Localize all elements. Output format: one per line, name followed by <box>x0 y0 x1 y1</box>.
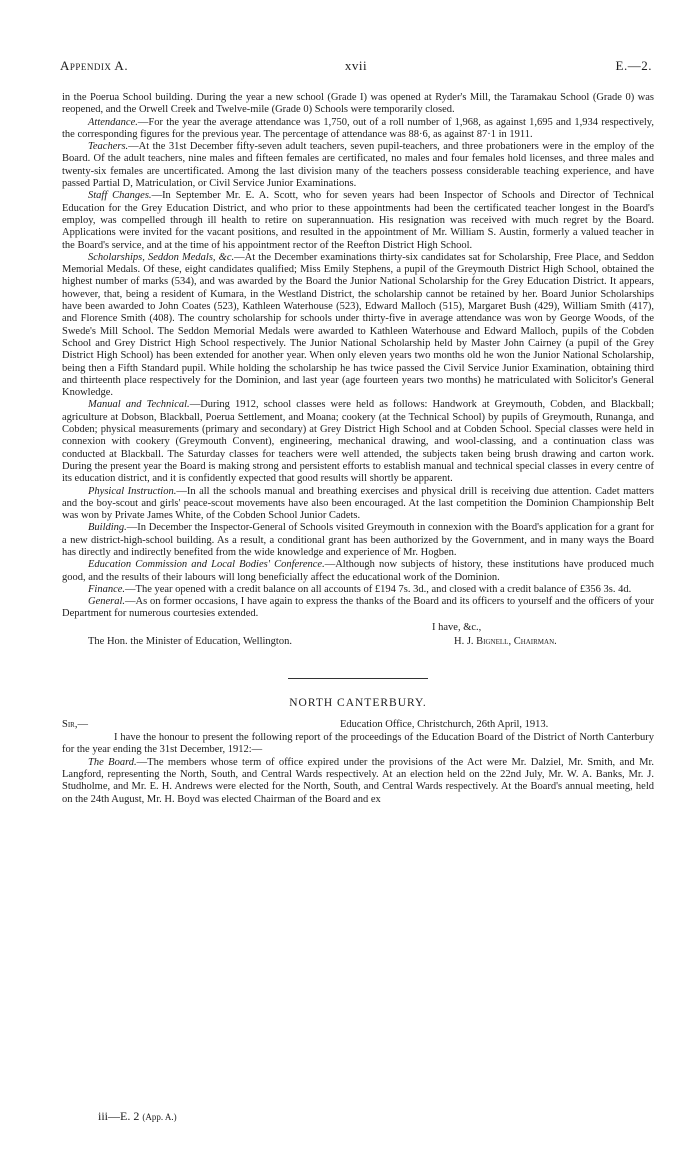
paragraph-finance: Finance.—The year opened with a credit balance on all accounts of £194 7s. 3d., and closed with a credit balance of £356 3s. 4d. <box>88 583 632 595</box>
running-head <box>60 60 652 76</box>
paragraph-heading: Scholarships, Seddon Medals, &c. <box>88 251 235 263</box>
paragraph-continuation: in the Poerua School building. During the year a new school (Grade I) was opened at Ryder's Mill, the Taramakau School (Grade 0) was reopened, and the Orwell Creek and Twelve-mile (Grade 0) Schools were temporarily closed. <box>62 92 654 116</box>
paragraph-heading: Manual and Technical. <box>88 399 190 411</box>
valediction-row <box>62 622 654 635</box>
paragraph-staff-changes: Staff Changes.—In September Mr. E. A. Scott, who for seven years had been Inspector of Schools and Director of Technical Education for the Grey Education District, and who prior to these appointments had been the certificated teacher longest in the Board's employ, was compelled through ill health to retire on superannuation. His resignation was received with much regret by the Board. Applications were invited for the vacant positions, and resulted in the appointment of Mr. William S. Austin, formerly a valued teacher in the Board's service, and at the time of his appointment rector of the Reefton District High School. <box>62 190 654 251</box>
salutation: Sir,— <box>62 719 88 731</box>
paragraph-heading: Building. <box>88 522 127 534</box>
salutation-row <box>62 719 654 732</box>
document-code: E.—2. <box>615 58 652 73</box>
paragraph-teachers: Teachers.—At the 31st December fifty-seven adult teachers, seven pupil-teachers, and three probationers were in the employ of the Board. Of the adult teachers, nine males and fifteen females are certificated, no males and four females hold licenses, and three males and twenty-six females are uncertificated. Among the last division many of the teachers possess considerable teaching experience, and have passed Partial D, Matriculation, or Civil Service Junior Examinations. <box>62 141 654 190</box>
paragraph-scholarships: Scholarships, Seddon Medals, &c.—At the December examinations thirty-six candidates sat for Scholarship, Free Place, and Seddon Memorial Medals. Of these, eight candidates qualified; Miss Emily Stephens, a pupil of the Greymouth District High School, obtained the highest number of marks (534), and was awarded by the Board the Junior National Scholarship for the Grey Education District. It appears, however, that, being a resident of Kumara, in the Westland District, the scholarship cannot be retained by her. Board Junior Scholarships have been awarded to John Coates (523), Kathleen Waterhouse (523), Edward Malloch (515), Margaret Bush (429), William Smith (417), and Florence Smith (408). The country scholarship for schools under thirty-five in average attendance was won by George Woods, of the Swede's Mill School. The Seddon Memorial Medals were awarded to Kathleen Waterhouse and Edward Malloch, pupils of the Cobden School and Grey District High School respectively. The Junior National Scholarship held by Master John Cairney (a pupil of the Grey District High School) has been extended for another year. When only eleven years two months old he won the Junior National Scholarship, being then a Fifth Standard pupil. While holding the scholarship he has twice passed the Civil Service Junior Examination, obtaining third and thirteenth place respectively for the Dominion, and last year (age fourteen years two months) he matriculated with Solicitor's General Knowledge. <box>62 251 654 399</box>
signature: H. J. Bignell, Chairman. <box>454 635 557 647</box>
paragraph-general: General.—As on former occasions, I have again to express the thanks of the Board and its officers to yourself and the officers of your Department for numerous courtesies extended. <box>62 596 654 620</box>
sheet-note: (App. A.) <box>142 1112 177 1122</box>
sheet-signature <box>98 1110 177 1123</box>
valediction: I have, &c., <box>432 621 482 633</box>
page-number: xvii <box>344 58 368 73</box>
paragraph-heading: Finance. <box>88 583 126 595</box>
paragraph-heading: Education Commission and Local Bodies' Conference. <box>88 559 325 571</box>
paragraph-the-board: The Board.—The members whose term of office expired under the provisions of the Act were Mr. Dalziel, Mr. Smith, and Mr. Langford, representing the North, South, and Central Wards respectively. At an election held on the 22nd July, Mr. W. A. Banks, Mr. J. Studholme, and Mr. E. H. Andrews were elected for the North, South, and Central Wards respectively. At the Board's annual meeting, held on the 24th August, Mr. H. Boyd was elected Chairman of the Board and ex <box>62 756 654 805</box>
addressee: The Hon. the Minister of Education, Wellington. <box>88 635 292 647</box>
paragraph-heading: Attendance. <box>88 116 138 128</box>
paragraph-building: Building.—In December the Inspector-General of Schools visited Greymouth in connexion with the Board's application for a grant for a new district-high-school building. As a result, a conditional grant has been authorized by the Government, and in many ways the Board has directly and indirectly benefited from the wide knowledge and experience of Mr. Hogben. <box>62 522 654 558</box>
paragraph-heading: Physical Instruction. <box>88 485 177 497</box>
paragraph-heading: Teachers. <box>88 141 129 153</box>
appendix-label: Appendix A. <box>60 58 129 73</box>
section-divider <box>288 678 428 679</box>
section-title: NORTH CANTERBURY. <box>289 696 427 709</box>
office-dateline: Education Office, Christchurch, 26th April, 1913. <box>340 719 549 731</box>
paragraph-heading: Staff Changes. <box>88 190 152 202</box>
paragraph-attendance: Attendance.—For the year the average attendance was 1,750, out of a roll number of 1,968, as against 1,695 and 1,934 respectively, the corresponding figures for the previous year. The percentage of attendance was 88·6, as against 87·1 in 1911. <box>62 116 654 140</box>
report-body <box>62 92 654 806</box>
signature-row <box>62 636 654 652</box>
paragraph-heading: General. <box>88 596 126 608</box>
sheet-mark: iii—E. 2 <box>98 1109 140 1123</box>
paragraph-education-commission: Education Commission and Local Bodies' Conference.—Although now subjects of history, these institutions have produced much good, and the results of their labours will long beneficially affect the educational work of the Dominion. <box>62 559 654 583</box>
report-opening: I have the honour to present the following report of the proceedings of the Education Board of the District of North Canterbury for the year ending the 31st December, 1912:— <box>62 732 654 756</box>
paragraph-physical-instruction: Physical Instruction.—In all the schools manual and breathing exercises and physical drill is receiving due attention. Cadet matters and the boy-scout and girls' peace-scout movements have also been encouraged. At the last competition the Dominion Championship Belt was won by Private James White, of the Cobden School Junior Cadets. <box>62 485 654 522</box>
paragraph-heading: The Board. <box>88 756 137 768</box>
paragraph-manual-technical: Manual and Technical.—During 1912, school classes were held as follows: Handwork at Greymouth, Cobden, and Blackball; agriculture at Dobson, Blackball, Poerua Settlement, and Moana; cookery (at the Technical School) by pupils of Greymouth, Runanga, and Cobden; physical measurements (primary and secondary) at Grey District High School and at Cobden School. Special classes were held in connexion with cookery (Greymouth Convent), engineering, mechanical drawing, and wool-classing, and a continuation class was conducted at Blackball. The Saturday classes for teachers were well attended, the subjects taken being brush drawing and carton work. During the present year the Board is making strong and persistent efforts to establish manual and technical special classes in every centre of its education district, and it is confidently expected that good results will shortly be apparent. <box>62 399 654 485</box>
